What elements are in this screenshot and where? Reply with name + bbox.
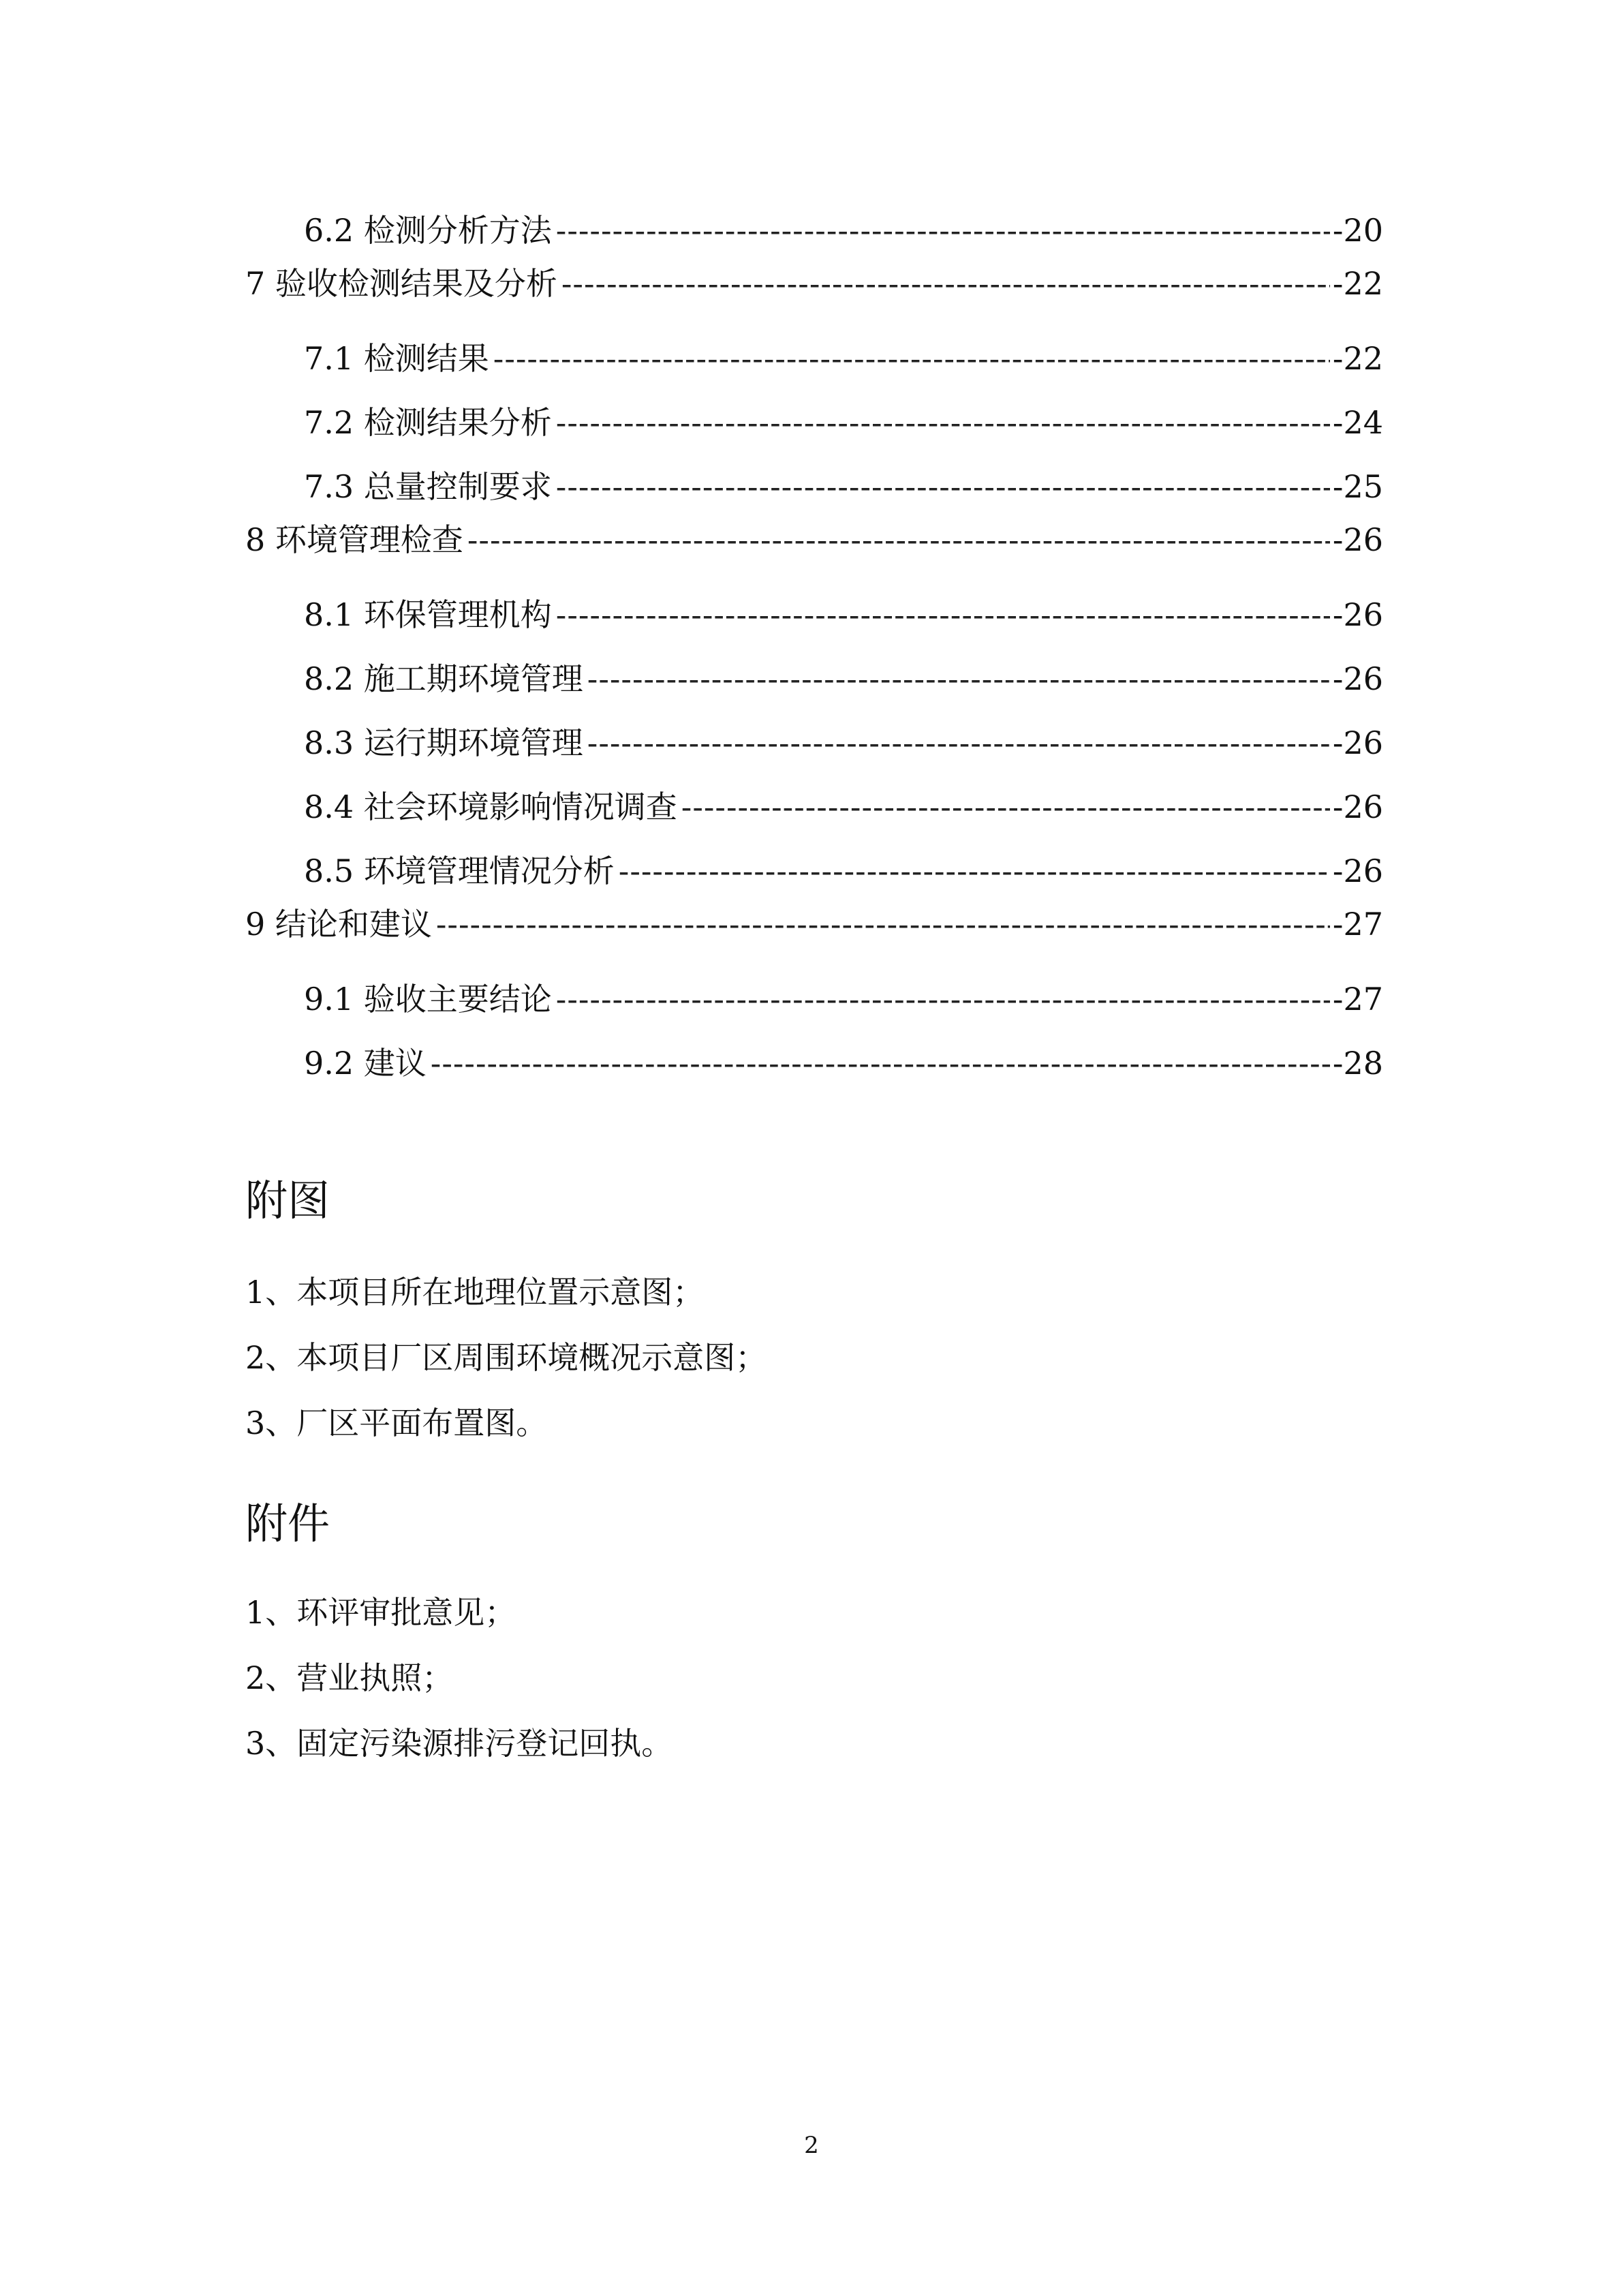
- toc-dot-leader: [556, 594, 1330, 635]
- toc-entry-page: -26: [1332, 789, 1383, 825]
- toc-entry-9-2[interactable]: [304, 1043, 1383, 1084]
- toc-dot-leader: [556, 210, 1330, 251]
- toc-entry-7[interactable]: [245, 263, 1383, 304]
- toc-entry-8-2[interactable]: [304, 658, 1383, 699]
- toc-entry-7-2[interactable]: [304, 402, 1383, 443]
- toc-entry-page: -26: [1332, 660, 1383, 697]
- figure-list-item: 3、厂区平面布置图。: [245, 1405, 548, 1441]
- toc-dot-leader: [681, 786, 1330, 827]
- toc-entry-page: -26: [1332, 853, 1383, 889]
- toc-entry-9-1[interactable]: [304, 979, 1383, 1020]
- toc-entry-7-3[interactable]: [304, 466, 1383, 507]
- toc-dot-leader: [467, 519, 1330, 560]
- toc-dot-leader: [431, 1043, 1330, 1084]
- toc-dot-leader: [619, 851, 1330, 891]
- toc-entry-label: 8.4 社会环境影响情况调查: [304, 789, 677, 825]
- toc-entry-page: -20: [1332, 212, 1383, 249]
- attachments-heading: 附件: [245, 1499, 330, 1548]
- toc-dot-leader: [556, 979, 1330, 1020]
- page-number: 2: [804, 2132, 819, 2159]
- attachment-list-item: 3、固定污染源排污登记回执。: [245, 1725, 673, 1762]
- toc-entry-8-3[interactable]: [304, 722, 1383, 763]
- toc-entry-8-5[interactable]: [304, 851, 1383, 891]
- toc-entry-8-1[interactable]: [304, 594, 1383, 635]
- toc-entry-9[interactable]: [245, 904, 1383, 945]
- toc-entry-page: -27: [1332, 981, 1383, 1017]
- toc-entry-page: -26: [1332, 521, 1383, 558]
- toc-entry-label: 8.1 环保管理机构: [304, 596, 552, 633]
- toc-entry-page: -26: [1332, 724, 1383, 761]
- toc-dot-leader: [493, 338, 1330, 379]
- toc-dot-leader: [587, 658, 1330, 699]
- toc-dot-leader: [436, 904, 1330, 945]
- toc-entry-label: 9.1 验收主要结论: [304, 981, 552, 1017]
- toc-entry-label: 8.2 施工期环境管理: [304, 660, 583, 697]
- toc-entry-page: -26: [1332, 596, 1383, 633]
- toc-entry-page: -22: [1332, 265, 1383, 302]
- toc-entry-label: 7.3 总量控制要求: [304, 468, 552, 505]
- attachment-list-item: 1、环评审批意见；: [245, 1594, 516, 1631]
- attachment-list-item: 2、营业执照；: [245, 1659, 454, 1696]
- toc-entry-label: 7.1 检测结果: [304, 340, 489, 377]
- toc-entry-label: 8 环境管理检查: [245, 521, 463, 558]
- toc-entry-8[interactable]: [245, 519, 1383, 560]
- toc-entry-page: -25: [1332, 468, 1383, 505]
- toc-entry-page: -27: [1332, 906, 1383, 943]
- toc-entry-7-1[interactable]: [304, 338, 1383, 379]
- toc-entry-page: -28: [1332, 1045, 1383, 1082]
- toc-entry-page: -24: [1332, 404, 1383, 441]
- figure-list-item: 1、本项目所在地理位置示意图；: [245, 1274, 705, 1311]
- toc-dot-leader: [556, 466, 1330, 507]
- toc-entry-label: 6.2 检测分析方法: [304, 212, 552, 249]
- toc-dot-leader: [556, 402, 1330, 443]
- figure-list-item: 2、本项目厂区周围环境概况示意图；: [245, 1339, 767, 1376]
- toc-entry-8-4[interactable]: [304, 786, 1383, 827]
- figures-heading: 附图: [245, 1176, 330, 1225]
- toc-entry-label: 8.5 环境管理情况分析: [304, 853, 615, 889]
- toc-dot-leader: [587, 722, 1330, 763]
- toc-entry-label: 9.2 建议: [304, 1045, 427, 1082]
- toc-entry-6-2[interactable]: [304, 210, 1383, 251]
- toc-entry-label: 9 结论和建议: [245, 906, 432, 943]
- toc-entry-label: 7 验收检测结果及分析: [245, 265, 557, 302]
- toc-entry-page: -22: [1332, 340, 1383, 377]
- toc-dot-leader: [561, 263, 1330, 304]
- toc-entry-label: 8.3 运行期环境管理: [304, 724, 583, 761]
- toc-entry-label: 7.2 检测结果分析: [304, 404, 552, 441]
